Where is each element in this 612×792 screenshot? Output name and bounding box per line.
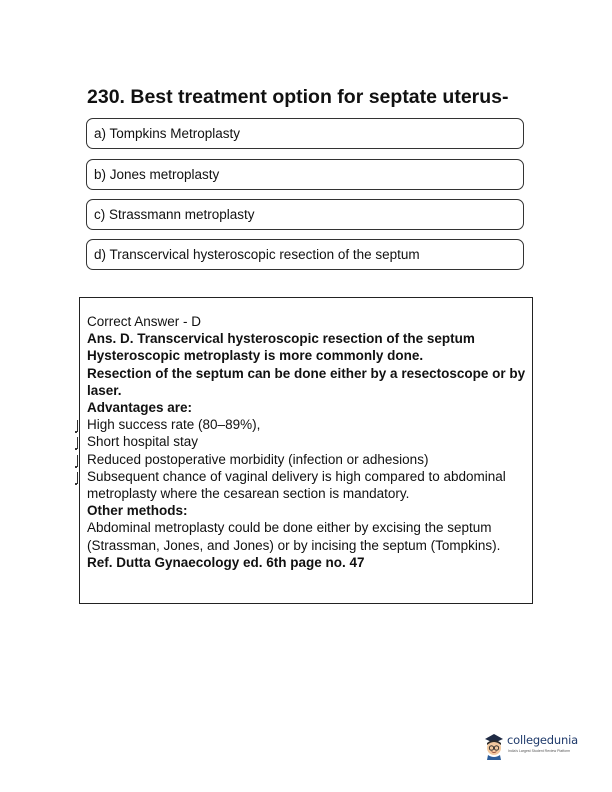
explanation-line-1: Hysteroscopic metroplasty is more commonly done. [87, 348, 424, 364]
reference: Ref. Dutta Gynaecology ed. 6th page no. 47 [87, 554, 365, 570]
explanation-line-2: Resection of the septum can be done either by a resectoscope or by laser. [87, 365, 526, 398]
option-b[interactable]: b) Jones metroplasty [86, 159, 524, 190]
question-title: 230. Best treatment option for septate uterus- [87, 86, 509, 108]
advantage-item: Short hospital stay [87, 433, 532, 450]
brand-name: collegedunia [507, 733, 578, 747]
advantage-item: Subsequent chance of vaginal delivery is high compared to abdominal metroplasty where the cesarean section is mandatory. [87, 468, 532, 502]
option-c[interactable]: c) Strassmann metroplasty [86, 199, 524, 230]
advantage-item: Reduced postoperative morbidity (infection or adhesions) [87, 451, 532, 468]
option-a[interactable]: a) Tompkins Metroplasty [86, 118, 524, 149]
other-methods-text: Abdominal metroplasty could be done either by excising the septum (Strassman, Jones, and Jones) or by incising the septum (Tompkins). [87, 520, 501, 553]
answer-line: Ans. D. Transcervical hysteroscopic resection of the septum [87, 331, 475, 347]
collegedunia-logo[interactable] [481, 730, 581, 762]
advantage-item: High success rate (80–89%), [87, 416, 532, 433]
option-d[interactable]: d) Transcervical hysteroscopic resection of the septum [86, 239, 524, 270]
brand-tagline: India's Largest Student Review Platform [508, 749, 571, 753]
mascot-icon [481, 730, 507, 760]
other-methods-heading: Other methods: [87, 503, 188, 519]
answer-explanation [87, 313, 532, 571]
correct-answer: Correct Answer - D [87, 314, 202, 329]
advantages-heading: Advantages are: [87, 400, 193, 416]
